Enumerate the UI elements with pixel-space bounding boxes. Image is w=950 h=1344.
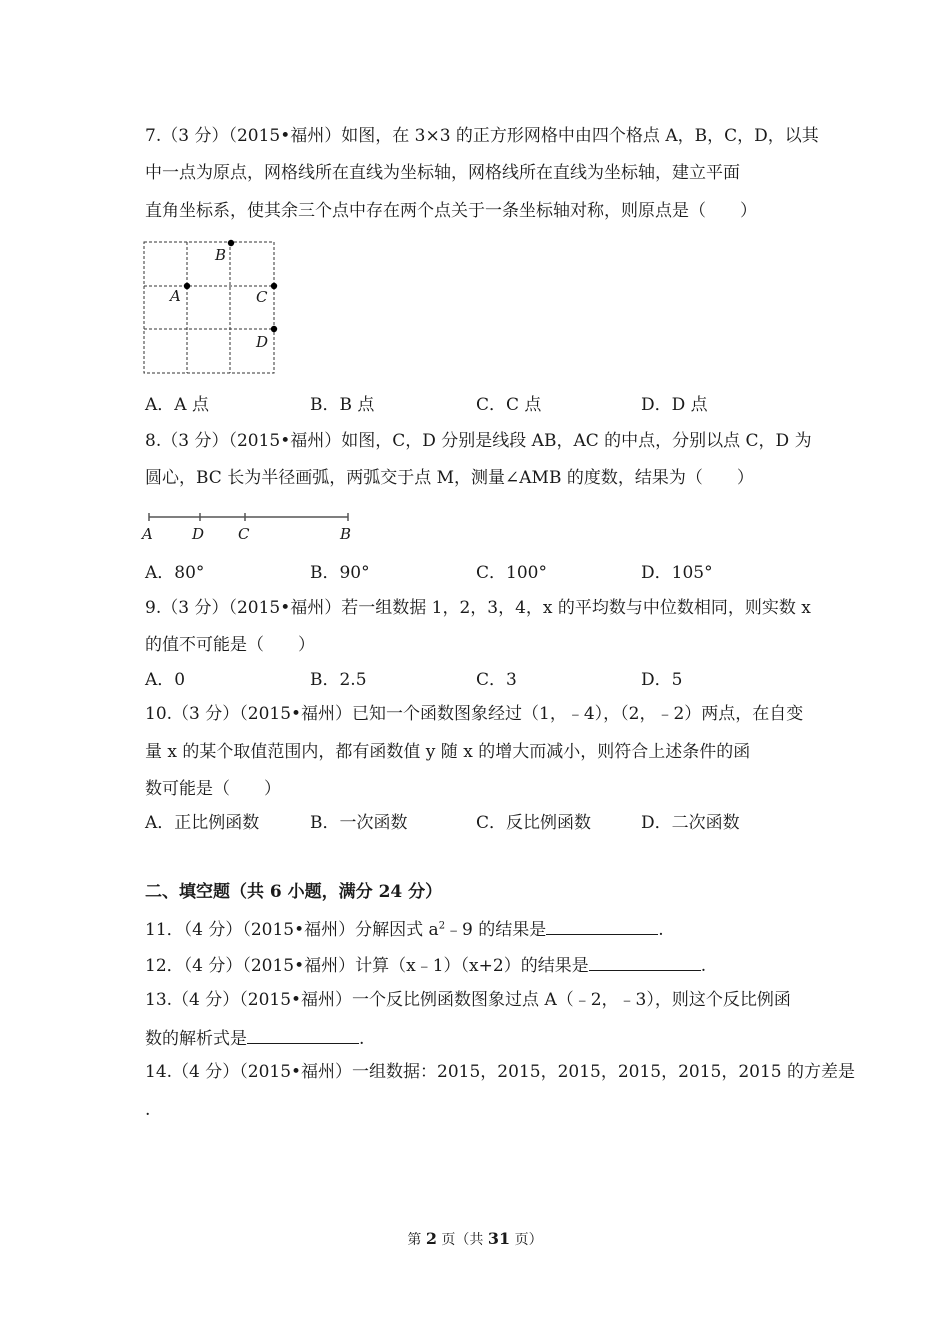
q11-answer-blank[interactable] (546, 917, 658, 935)
q10-option-b: B．一次函数 (310, 813, 408, 833)
label-a: A (142, 525, 153, 543)
q14-line-1: 14.（4 分）（2015•福州）一组数据：2015，2015，2015，2015，2015，2015 的方差是 (145, 1062, 856, 1082)
q11-line (145, 917, 664, 941)
q10-line-2: 量 x 的某个取值范围内，都有函数值 y 随 x 的增大而减小，则符合上述条件的函 (145, 742, 751, 762)
q12-answer-blank[interactable] (589, 953, 701, 971)
q8-line-1: 8.（3 分）（2015•福州）如图，C，D 分别是线段 AB，AC 的中点，分别以点 C，D 为 (145, 431, 812, 451)
label-d: D (192, 525, 205, 543)
q10-option-d: D．二次函数 (641, 813, 740, 833)
q10-option-c: C．反比例函数 (476, 813, 592, 833)
q13-line-2 (145, 1026, 364, 1050)
footer-total-pages: 31 (487, 1229, 511, 1248)
q9-line-1: 9.（3 分）（2015•福州）若一组数据 1，2，3，4，x 的平均数与中位数相同，则实数 x (145, 598, 811, 618)
q12-end: . (700, 956, 707, 976)
q7-line-2: 中一点为原点，网格线所在直线为坐标轴，网格线所在直线为坐标轴，建立平面 (145, 163, 740, 183)
q11-prefix: 11．（4 分）（2015•福州）分解因式 a (145, 920, 439, 940)
q10-line-1: 10.（3 分）（2015•福州）已知一个函数图象经过（1，﹣4），（2，﹣2）两点，在自变 (145, 704, 804, 724)
q7-option-d: D．D 点 (641, 395, 708, 415)
q8-option-a: A．80° (145, 563, 205, 583)
q14-line-2: . (145, 1100, 151, 1120)
section-heading: 二、填空题（共 6 小题，满分 24 分） (145, 882, 443, 902)
q7-line-3: 直角坐标系，使其余三个点中存在两个点关于一条坐标轴对称，则原点是（ ） (145, 201, 757, 221)
q7-grid-figure (140, 236, 285, 378)
q10-line-3: 数可能是（ ） (145, 779, 281, 799)
q10-option-a: A．正比例函数 (145, 813, 260, 833)
q9-line-2: 的值不可能是（ ） (145, 635, 315, 655)
point-a (184, 283, 190, 289)
label-b: B (340, 525, 352, 543)
q8-option-d: D．105° (641, 563, 713, 583)
q7-option-b: B．B 点 (310, 395, 375, 415)
q8-option-b: B．90° (310, 563, 370, 583)
label-c: C (238, 525, 250, 543)
label-d: D (256, 333, 269, 351)
q8-line-2: 圆心，BC 长为半径画弧，两弧交于点 M，测量∠AMB 的度数，结果为（ ） (145, 468, 754, 488)
page-footer (0, 1229, 950, 1249)
q12-line (145, 953, 706, 977)
footer-pre: 第 (407, 1232, 426, 1248)
q8-segment-figure (140, 508, 365, 548)
q12-prefix: 12．（4 分）（2015•福州）计算（x﹣1）（x+2）的结果是 (145, 956, 589, 976)
point-d (271, 326, 277, 332)
footer-mid: 页（共 (436, 1232, 488, 1248)
point-b (228, 240, 234, 246)
q9-option-c: C．3 (476, 670, 517, 690)
q7-line-1: 7.（3 分）（2015•福州）如图，在 3×3 的正方形网格中由四个格点 A，B，C，D，以其 (145, 126, 819, 146)
q11-exponent: 2 (438, 920, 446, 932)
label-b: B (215, 246, 227, 264)
q13-end: . (359, 1029, 365, 1049)
q13-answer-blank[interactable] (247, 1026, 359, 1044)
q13-line-1: 13.（4 分）（2015•福州）一个反比例函数图象过点 A（﹣2，﹣3），则这个反比例函 (145, 990, 791, 1010)
q11-end: . (658, 920, 664, 940)
point-c (271, 283, 277, 289)
q8-option-c: C．100° (476, 563, 547, 583)
footer-post: 页） (510, 1232, 543, 1248)
q7-option-a: A．A 点 (145, 395, 209, 415)
q9-option-b: B．2.5 (310, 670, 367, 690)
footer-page-number: 2 (425, 1229, 437, 1248)
q11-suffix: ﹣9 的结果是 (445, 920, 547, 940)
q9-option-d: D．5 (641, 670, 683, 690)
q7-option-c: C．C 点 (476, 395, 542, 415)
q9-option-a: A．0 (145, 670, 186, 690)
label-c: C (256, 288, 268, 306)
label-a: A (170, 287, 181, 305)
q13-prefix: 数的解析式是 (145, 1029, 247, 1049)
